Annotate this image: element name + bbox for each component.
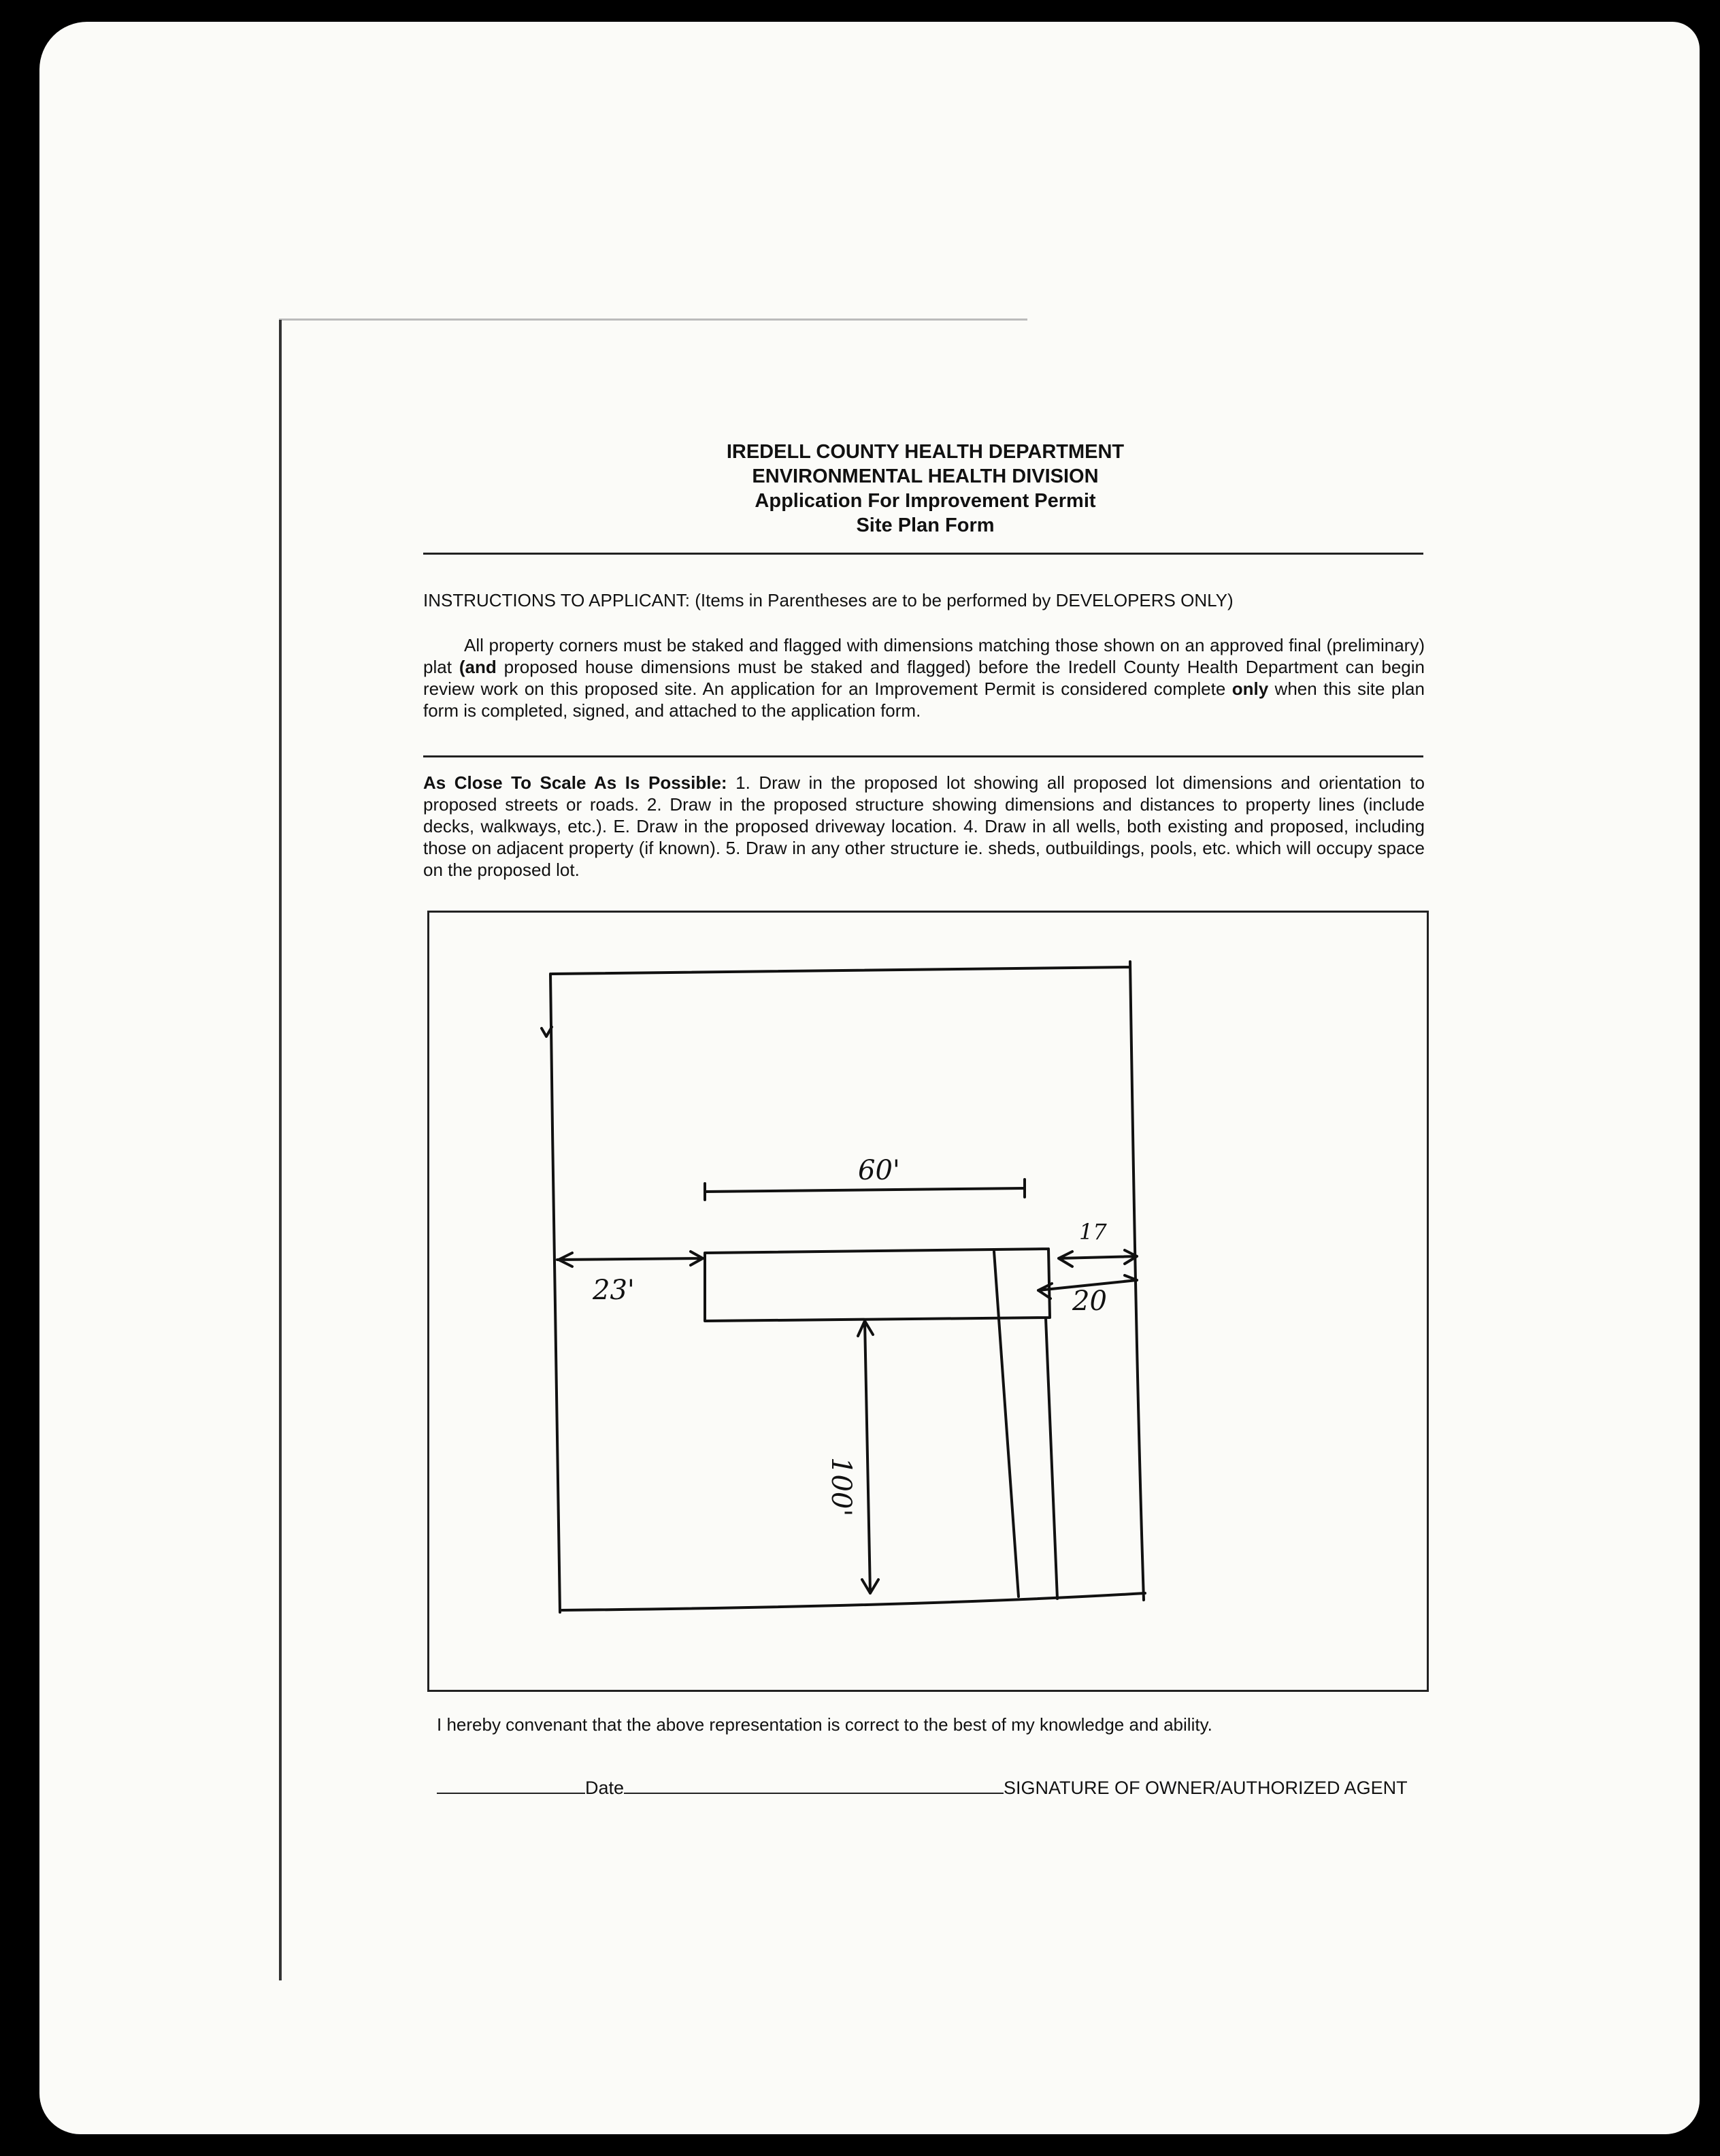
scale-instructions bbox=[423, 772, 1425, 881]
instructions-body bbox=[423, 634, 1425, 721]
scale-instructions-lead: As Close To Scale As Is Possible: bbox=[423, 772, 727, 793]
date-label: Date bbox=[585, 1778, 625, 1798]
front-setback-dimension bbox=[858, 1321, 878, 1593]
date-field[interactable] bbox=[437, 1776, 585, 1794]
right-setback-top-dimension bbox=[1059, 1250, 1137, 1267]
left-setback-dimension bbox=[557, 1252, 703, 1267]
division-title: ENVIRONMENTAL HEALTH DIVISION bbox=[752, 466, 1099, 487]
instructions-bold-2: only bbox=[1231, 679, 1269, 699]
instructions-heading: INSTRUCTIONS TO APPLICANT: (Items in Parentheses are to be performed by DEVELOPERS ONLY) bbox=[423, 590, 1234, 610]
right-setback-top-label: 17 bbox=[1079, 1219, 1107, 1245]
driveway-right-edge bbox=[1046, 1318, 1057, 1599]
signature-section bbox=[437, 1776, 1444, 1799]
instructions-text-2: proposed house dimensions must be staked and flagged) before the Iredell County Health Department can begin review work on this proposed site. An application for an Improvement Permit is considered complete bbox=[423, 657, 1425, 699]
department-title: IREDELL COUNTY HEALTH DEPARTMENT bbox=[726, 441, 1125, 463]
signature-field[interactable] bbox=[624, 1776, 1004, 1794]
instructions-divider bbox=[423, 755, 1423, 757]
right-setback-bottom-label: 20 bbox=[1072, 1286, 1107, 1317]
header-divider bbox=[423, 553, 1423, 555]
scan-artifact-line bbox=[279, 318, 1027, 321]
driveway-left-edge bbox=[994, 1252, 1019, 1597]
instructions-text-3: when this site plan form is completed, signed, and attached to the application form. bbox=[423, 679, 1425, 721]
front-setback-label: 100' bbox=[825, 1457, 857, 1517]
width-label: 60' bbox=[858, 1155, 900, 1186]
hand-drawn-site-sketch bbox=[429, 913, 1431, 1694]
width-dimension-line bbox=[705, 1188, 1025, 1192]
form-subtitle: Site Plan Form bbox=[856, 514, 995, 536]
margin-line bbox=[279, 320, 282, 1980]
scale-instructions-text: 1. Draw in the proposed lot showing all proposed lot dimensions and orientation to proposed streets or roads. 2. Draw in the proposed structure showing dimensions and distances to property lines (include decks, walkways, etc.). E. Draw in the proposed driveway location. 4. Draw in all wells, both existing and proposed, including those on adjacent property (if known). 5. Draw in any other structure ie. sheds, outbuildings, pools, etc. which will occupy space on the proposed lot. bbox=[423, 772, 1425, 880]
left-setback-label: 23' bbox=[593, 1275, 635, 1306]
site-plan-drawing-area bbox=[427, 911, 1429, 1692]
form-title: Application For Improvement Permit bbox=[755, 490, 1096, 512]
instructions-bold-1: (and bbox=[459, 657, 497, 677]
certification-statement: I hereby convenant that the above representation is correct to the best of my knowledge and ability. bbox=[437, 1714, 1212, 1735]
signature-label: SIGNATURE OF OWNER/AUTHORIZED AGENT bbox=[1004, 1778, 1408, 1798]
instructions-text-1: All property corners must be staked and flagged with dimensions matching those shown on an approved final (preliminary) plat bbox=[423, 635, 1425, 677]
